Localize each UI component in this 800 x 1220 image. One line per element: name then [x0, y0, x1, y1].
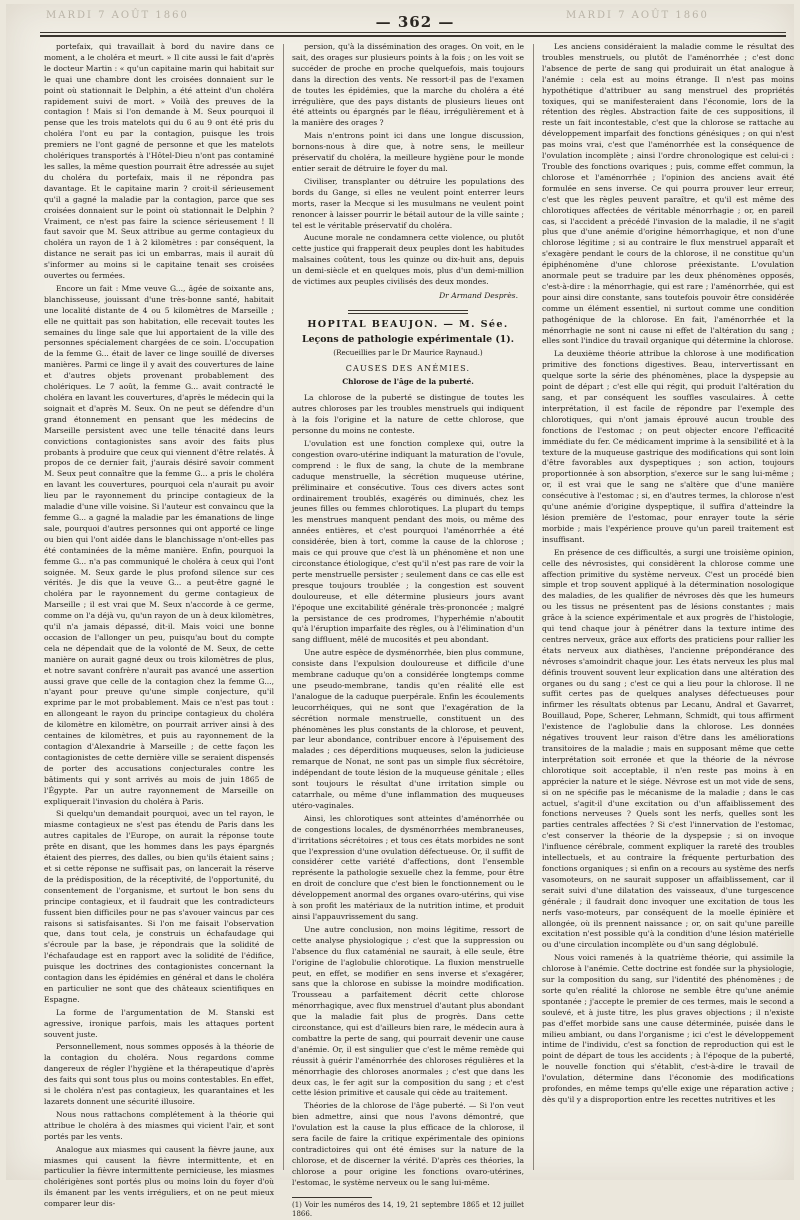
paragraph: La deuxième théorie attribue la chlorose à une modification primitive des fonctions digestives. Beau, intervertissant en quelque sorte la série des phénomènes, place la dyspepsie au point de départ ; c'est elle qui régit, qui produit l'altération du sang, et par conséquent les souffles vasculaires. À cette interprétation, il est facile de répondre par l'exemple des chlorotiques, qui n'ont jamais éprouvé aucun trouble des fonctions de l'estomac ; on peut objecter encore l'efficacité immédiate du fer. Ce médicament imprime à la sensibilité et à la texture de la muqueuse gastrique des modifications qui sont loin d'être favorables aux dyspeptiques ; son action, toujours proportionnée à son absorption, s'exerce sur le sang lui-même ; or, il est vrai que le sang ne s'altère que d'une manière consécutive à l'estomac ; si, en d'autres termes, la chlorose n'est qu'une anémie d'origine dyspeptique, il suffira d'atteindre la lésion première de l'estomac, pour enrayer toute la série morbide ; mais l'expérience prouve qu'un pareil traitement est insuffisant.	[542, 349, 794, 544]
bleedthrough-header-left: MARDI 7 AOÛT 1860	[46, 10, 189, 21]
newspaper-page	[6, 4, 794, 1219]
section-divider	[348, 310, 468, 314]
section-title: CAUSES DES ANÉMIES.	[345, 363, 471, 373]
paragraph: Analogue aux miasmes qui causent la fièvre jaune, aux miasmes qui causent la fièvre intermittente, et en particulier la fièvre intermittente pernicieuse, les miasmes cholérigènes sont portés plus ou moins loin du foyer d'où ils émanent par les vents irréguliers, et on ne peut mieux comparer leur dis-	[44, 1144, 274, 1209]
author-signature: Dr Armand Desprès.	[439, 290, 518, 300]
paragraph: En présence de ces difficultés, a surgi une troisième opinion, celle des névrosistes, qui considèrent la chlorose comme une affection primitive du système nerveux. C'est un procédé bien simple et trop souvent appliqué à la détermination nosologique des maladies, de les qualifier de névroses dès que les humeurs ou les tissus ne présentent pas de lésions constantes ; mais grâce à la science expérimentale et aux progrès de l'histologie, qui tend chaque jour à pénétrer dans la texture intime des centres nerveux, grâce aux efforts des praticiens pour rallier les états nerveux aux diathèses, l'ancienne prépondérance des névroses s'amoindrit chaque jour. Les états nerveux les plus mal définis trouvent souvent leur explication dans une altération des organes ou du sang ; c'est ce qui a lieu pour la chlorose. Il ne suffit certes pas de quelques analyses défectueuses pour infirmer les résultats obtenus par Lecanu, Andral et Gavarret, Bouillaud, Pope, Scherer, Lehmann, Schmidt, qui tous affirment l'existence de l'aglobulie dans la chlorose. Les données négatives trouvent leur raison d'être dans les améliorations transitoires de la maladie ; mais en supposant même que cette interprétation soit erronée et que la théorie de la névrose chlorotique soit acceptable, il n'en reste pas moins à en apprécier la nature et le siége. Névrose est un mot vide de sens, si on ne spécifie pas le mécanisme de la maladie ; dans le cas actuel, s'agit-il d'une excitation ou d'un affaiblissement des fonctions nerveuses ? Quels sont les nerfs, quelles sont les parties centrales affectées ? Si c'est l'innervation de l'estomac, c'est conserver la théorie de la dyspepsie ; si on invoque l'influence cérébrale, comment expliquer la rareté des troubles intellectuels, et au contraire la fréquente perturbation des fonctions organiques ; si enfin on a recours au système des nerfs vasomoteurs, on ne saurait supposer un affaiblissement, car il serait suivi d'une dilatation des vaisseaux, d'une turgescence générale ; il faudrait donc invoquer une excitation de tous les nerfs vaso-moteurs, par conséquent de la moelle épinière et allongée, où ils prennent naissance ; or, on sait qu'une pareille excitation n'est possible qu'à la condition d'une lésion matérielle ou d'une circulation incomplète ou d'un sang déglobulé.	[542, 547, 794, 950]
column-right	[542, 42, 794, 1172]
bleedthrough-header-right: MARDI 7 AOÛT 1860	[566, 10, 709, 21]
column-middle	[292, 42, 524, 1219]
hospital-heading: HOPITAL BEAUJON. — M. Sée.	[307, 318, 509, 330]
paragraph: Ainsi, les chlorotiques sont atteintes d'aménorrhée ou de congestions locales, de dysménorrhées membraneuses, d'irritations sécrétoires ; et tous ces états morbides ne sont que l'expression d'une ovulation défectueuse. Or, il suffit de considérer cette variété d'affections, dont l'ensemble représente la pathologie sexuelle chez la femme, pour être en droit de conclure que c'est bien le fonctionnement ou le développement anormal des organes ovaro-utérins, qui vise à son profit les matériaux de la nutrition intime, et produit ainsi l'appauvrissement du sang.	[292, 813, 524, 921]
header-rule-thick	[40, 35, 786, 37]
paragraph: portefaix, qui travaillait à bord du navire dans ce moment, a le choléra et meurt. » Il cite aussi le fait d'après le docteur Martin : « qu'un capitaine marin qui habitait sur le quai une chambre dont les croisées donnaient sur le point où stationnait le Delphin, a été atteint d'un choléra rapidement suivi de mort. » Voilà des preuves de la contagion ! Mais si l'on demande à M. Seux pourquoi il pense que les trois matelots qui du 6 au 9 ont été pris du choléra l'ont eu par la contagion, puisque les trois premiers ne l'ont gagné de personne et que les matelots cholériques transportés à l'Hôtel-Dieu n'ont pas contaminé les salles, la même question pourrait être adressée au sujet du choléra du portefaix, mais il ne répondra pas davantage. Et le capitaine marin ? croit-il sérieusement qu'il a gagné la maladie par la contagion, parce que ses croisées donnaient sur le point où stationnait le Delphin ? Vraiment, ce n'est pas faire la science sérieusement ! Il faut savoir que M. Seux attribue au germe contagieux du choléra un rayon de 1 à 2 kilomètres : par conséquent, la distance ne serait pas ici un embarras, mais il aurait dû s'informer au moins si le capitaine tenait ses croisées ouvertes ou fermées.	[44, 42, 274, 281]
paragraph: Mais n'entrons point ici dans une longue discussion, bornons-nous à dire que, à notre sens, le meilleur préservatif du choléra, la meilleure hygiène pour le monde entier serait de détruire le foyer du mal.	[292, 131, 524, 173]
paragraph: Une autre espèce de dysménorrhée, bien plus commune, consiste dans l'expulsion douloureuse et difficile d'une membrane caduque qu'on a considérée longtemps comme une pseudo-membrane, tandis qu'en réalité elle est l'analogue de la caduque puerpérale. Enfin les écoulements leucorrhéiques, qui ne sont que l'exagération de la sécrétion normale menstruelle, constituent un des phénomènes les plus constants de la chlorose, et peuvent, par leur abondance, contribuer encore à l'épuisement des malades ; ces déperditions muqueuses, selon la judicieuse remarque de Nonat, ne sont pas un simple flux sécrétoire, indépendant de toute lésion de la muqueuse génitale ; elles sont toujours le résultat d'une irritation simple ou catarrhale, ou même d'une inflammation des muqueuses utéro-vaginales.	[292, 648, 524, 810]
paragraph: Personnellement, nous sommes opposés à la théorie de la contagion du choléra. Nous regardons comme dangereux de régler l'hygiène et la thérapeutique d'après des faits qui sont tous plus ou moins contestables. En effet, si le choléra n'est pas contagieux, les quarantaines et les lazarets donnent une sécurité illusoire.	[44, 1042, 274, 1106]
paragraph: persion, qu'à la dissémination des orages. On voit, en le sait, des orages sur plusieurs points à la fois ; on les voit se succéder de proche en proche quelquefois, mais toujours dans la direction des vents. Ne ressort-il pas de l'examen de toutes les épidémies, que la marche du choléra a été irrégulière, que des pays distants de plusieurs lieues ont été atteints ou épargnés par le fléau, irrégulièrement et à la manière des orages ?	[292, 42, 524, 128]
paragraph: Une autre conclusion, non moins légitime, ressort de cette analyse physiologique ; c'est que la suppression ou l'absence du flux cataménial ne saurait, à elle seule, être l'origine de l'aglobulie chlorotique. La fluxion menstruelle peut, en effet, se modifier en sens inverse et s'exagérer, sans que la chlorose en subisse la moindre modification. Trousseau a parfaitement décrit cette chlorose ménorrhagique, avec flux menstruel d'autant plus abondant que la maladie fait plus de progrès. Dans cette circonstance, qui est d'ailleurs bien rare, le médecin aura à combattre la perte de sang, qui pourrait devenir une cause d'anémie. Or, il est singulier que c'est le même remède qui réussit à guérir l'aménorrhée des chloroses régulières et la ménorrhagie des chloroses anormales ; c'est que dans les deux cas, le fer agit sur la composition du sang ; et c'est cette lésion primitive et causale qui cède au traitement.	[292, 924, 524, 1098]
paragraph: La chlorose de la puberté se distingue de toutes les autres chloroses par les troubles menstruels qui indiquent à la fois l'origine et la nature de cette chlorose, que personne du moins ne conteste.	[292, 393, 524, 436]
footnote-rule	[292, 1197, 372, 1198]
paragraph: L'ovulation est une fonction complexe qui, outre la congestion ovaro-utérine indiquant la maturation de l'ovule, comprend : le flux de sang, la chute de la membrane caduque menstruelle, la sécrétion muqueuse utérine, préliminaire et consécutive. Tous ces divers actes sont ordinairement troublés, exagérés ou diminués, chez les jeunes filles ou femmes chlorotiques. La plupart du temps les menstrues manquent pendant des mois, ou même des années entières, et c'est pourquoi l'aménorrhée a été considérée, bien à tort, comme la cause de la chlorose ; mais ce qui prouve que c'est là un phénomène et non une circonstance étiologique, c'est qu'il n'est pas rare de voir la perte menstruelle persister ; seulement dans ce cas elle est presque toujours troublée ; la congestion est souvent douloureuse, et elle détermine plusieurs jours avant l'époque une excitabilité générale très-prononcée ; malgré la persistance de ces prodromes, l'hyperhémie n'aboutit qu'à l'éruption imparfaite des règles, ou à l'élimination d'un sang diffluent, mêlé de mucosités et peu abondant.	[292, 439, 524, 645]
paragraph: Aucune morale ne condamnera cette violence, ou plutôt cette justice qui frapperait deux peuples dont les habitudes malsaines coûtent, tous les quinze ou dix-huit ans, depuis un demi-siècle et en quelques mois, plus d'un demi-million de victimes aux peuples civilisés des deux mondes.	[292, 233, 524, 287]
paragraph: Civiliser, transplanter ou détruire les populations des bords du Gange, si elles ne veulent point enterrer leurs morts, raser la Mecque si les musulmans ne veulent point renoncer à laisser pourrir le bétail autour de la ville sainte ; tel est le véritable préservatif du choléra.	[292, 176, 524, 230]
paragraph: Les anciens considéraient la maladie comme le résultat des troubles menstruels, ou plutôt de l'aménorrhée ; c'est donc l'absence de perte de sang qui produirait un état analogue à l'anémie : cela est au moins étrange. Il n'est pas moins hypothétique d'attribuer au sang menstruel des propriétés toxiques, qui se manifesteraient dans l'économie, lors de la rétention des règles. Abstraction faite de ces suppositions, il reste un fait incontestable, c'est que la chlorose se rattache au développement imparfait des fonctions génésiques ; on qui n'est pas moins vrai, c'est que l'aménorrhée est la conséquence de l'ovulation incomplète ; ainsi l'ordre chronologique est celui-ci : Trouble des fonctions ovariques ; puis, comme effet commun, la chlorose et l'aménorrhée ; l'opinion des anciens avait été formulée en sens inverse. Ce qui pourra prouver leur erreur, c'est que les règles peuvent paraître, et qu'il est même des chlorotiques affectées de véritable ménorrhagie ; or, en pareil cas, si l'accident a précédé l'invasion de la maladie, il ne s'agit plus que d'une anémie d'origine hémorrhagique, et non d'une chlorose légitime ; si au contraire le flux menstruel apparaît et s'exagère pendant le cours de la chlorose, il ne constitue qu'un épiphénomène d'une chlorose préexistante. L'ovulation anormale peut se traduire par les deux phénomènes opposés, c'est-à-dire : la ménorrhagie, qui est rare ; l'aménorrhée, qui est pour ainsi dire constante, sans toutefois pouvoir être considérée comme un élément essentiel, ni surtout comme une condition pathogénique de la chlorose. En fait, l'aménorrhée et la ménorrhagie ne sont ni cause ni effet de l'altération du sang ; elles sont l'indice du travail organique qui détermine la chlorose.	[542, 42, 794, 346]
page-header	[46, 12, 784, 32]
subsection-title: Chlorose de l'âge de la puberté.	[342, 377, 474, 387]
column-separator	[283, 44, 284, 1170]
column-separator	[533, 44, 534, 1170]
footnote: (1) Voir les numéros des 14, 19, 21 septembre 1865 et 12 juillet 1866.	[292, 1200, 524, 1219]
column-left	[44, 42, 274, 1209]
lecture-byline: (Recueillies par le Dr Maurice Raynaud.)	[333, 347, 483, 357]
header-rule	[40, 32, 786, 33]
page-number: — 362 —	[375, 13, 455, 31]
paragraph: Nous voici ramenés à la quatrième théorie, qui assimile la chlorose à l'anémie. Cette doctrine est fondée sur la physiologie, sur la composition du sang, sur l'identité des phénomènes ; de sorte qu'en réalité la chlorose ne semble être qu'une anémie spontanée ; j'accepte le premier de ces termes, mais le second a soulevé, et à juste titre, les plus graves objections ; il n'existe pas d'effet morbide sans une cause déterminée, puisée dans le milieu ambiant, ou dans l'organisme ; ici c'est le développement intime de l'individu, c'est sa fonction de reproduction qui est le point de départ de tous les accidents ; à l'époque de la puberté, le nouvelle fonction qui s'établit, c'est-à-dire le travail de l'ovulation, détermine dans l'économie des modifications profondes, en même temps qu'elle exige une réparation active ; dès qu'il y a disproportion entre les recettes nutritives et les	[542, 953, 794, 1104]
lecture-title: Leçons de pathologie expérimentale (1).	[302, 333, 514, 345]
paragraph: Encore un fait : Mme veuve G..., âgée de soixante ans, blanchisseuse, jouissant d'une très-bonne santé, habitait une localité distante de 4 ou 5 kilomètres de Marseille ; elle ne quittait pas son habitation, elle recevait toutes les semaines du linge sale que lui apportaient de la ville des personnes spécialement chargées de ce soin. L'occupation de la femme G... était de laver ce linge souillé de diverses manières. Parmi ce linge il y avait des couvertures de laine et d'autres objets provenant probablement des cholériques. Le 7 août, la femme G... avait contracté le choléra en lavant les couvertures, d'après le médecin qui la soignait et d'après M. Seux. On ne peut se défendre d'un grand étonnement en pensant que les médecins de Marseille persistent avec une telle ténacité dans leurs convictions contagionistes sans avoir des faits plus probants à produire que ceux qui viennent d'être relatés. À propos de ce dernier fait, j'aurais désiré savoir comment M. Seux peut connaître que la femme G... a pris le choléra en lavant les couvertures, pourquoi cela n'aurait pu avoir lieu par le rayonnement du principe contagieux de la maladie d'une ville voisine. Si l'auteur est convaincu que la femme G... a gagné la maladie par les émanations de linge sale, pourquoi d'autres personnes qui ont apporté ce linge ou bien qui l'ont aidée dans le blanchissage n'ont-elles pas été contaminées de la même manière. Enfin, pourquoi la femme G... n'a pas communiqué le choléra à ceux qui l'ont soignée. M. Seux garde le plus profond silence sur ces vérités. Je dis que la veuve G... a peut-être gagné le choléra par le rayonnement du germe contagieux de Marseille ; il est vrai que M. Seux n'accorde à ce germe, comme on l'a déjà vu, qu'un rayon de un à deux kilomètres, qu'il n'a jamais dépassé, dit-il. Mais voici une bonne occasion de l'allonger un peu, puisqu'au bout du compte cela ne dépendait que de la volonté de M. Seux, de cette manière on aurait gagné deux ou trois kilomètres de plus, et notre savant confrère n'aurait pas avancé une assertion aussi grave que celle de la contagion chez la femme G..., n'ayant pour preuve qu'une simple conjecture, qu'il exprime par le mot probablement. Mais ce n'est pas tout : en allongeant le rayon du principe contagieux du choléra de kilomètre en kilomètre, on pourrait arriver ainsi à des centaines de kilomètres, et puis au rayonnement de la contagion d'Alexandrie à Marseille ; de cette façon les contagionistes de cette dernière ville se seraient dispensés de porter des accusations conjecturales contre les bâtiments qui y sont arrivés au mois de juin 1865 de l'Égypte. Par un autre rayonnement de Marseille on expliquerait l'invasion du choléra à Paris.	[44, 283, 274, 806]
paragraph: Si quelqu'un demandait pourquoi, avec un tel rayon, le miasme contagieux ne s'est pas étendu de Paris dans les autres capitales de l'Europe, on aurait la réponse toute prête en disant, que les hommes dans les pays épargnés étaient des pierres, des dalles, ou bien qu'ils étaient sains ; et si cette réponse ne suffisait pas, on lancerait la réserve de la prédisposition, de la réceptivité, de l'opportunité, du consentement de l'organisme, et surtout le bon sens du principe contagieux, et il faudrait que les contradicteurs fussent bien difficiles pour ne pas s'avouer vaincus par ces raisons si satisfaisantes. Si l'on me faisait l'observation que, dans tout cela, je construis un échafaudage qui s'écroule par la base, je répondrais que la solidité de l'échafaudage est en rapport avec la solidité de l'édifice, puisque les doctrines des contagionistes concernant la contagion dans les épidémies en général et dans le choléra en particulier ne sont que des châteaux scientifiques en Espagne.	[44, 809, 274, 1004]
paragraph: Nous nous rattachons complétement à la théorie qui attribue le choléra à des miasmes qui vicient l'air, et sont portés par les vents.	[44, 1109, 274, 1141]
paragraph: La forme de l'argumentation de M. Stanski est agressive, ironique parfois, mais les attaques portent souvent juste.	[44, 1007, 274, 1039]
paragraph: Théories de la chlorose de l'âge puberté. — Si l'on veut bien admettre, ainsi que nous l'avons démontré, que l'ovulation est la cause la plus efficace de la chlorose, il sera facile de faire la critique expérimentale des opinions contradictoires qui ont été émises sur la nature de la chlorose, et de discerner la vérité. D'après ces théories, la chlorose a pour origine les fonctions ovaro-utérines, l'estomac, le système nerveux ou le sang lui-même.	[292, 1101, 524, 1187]
